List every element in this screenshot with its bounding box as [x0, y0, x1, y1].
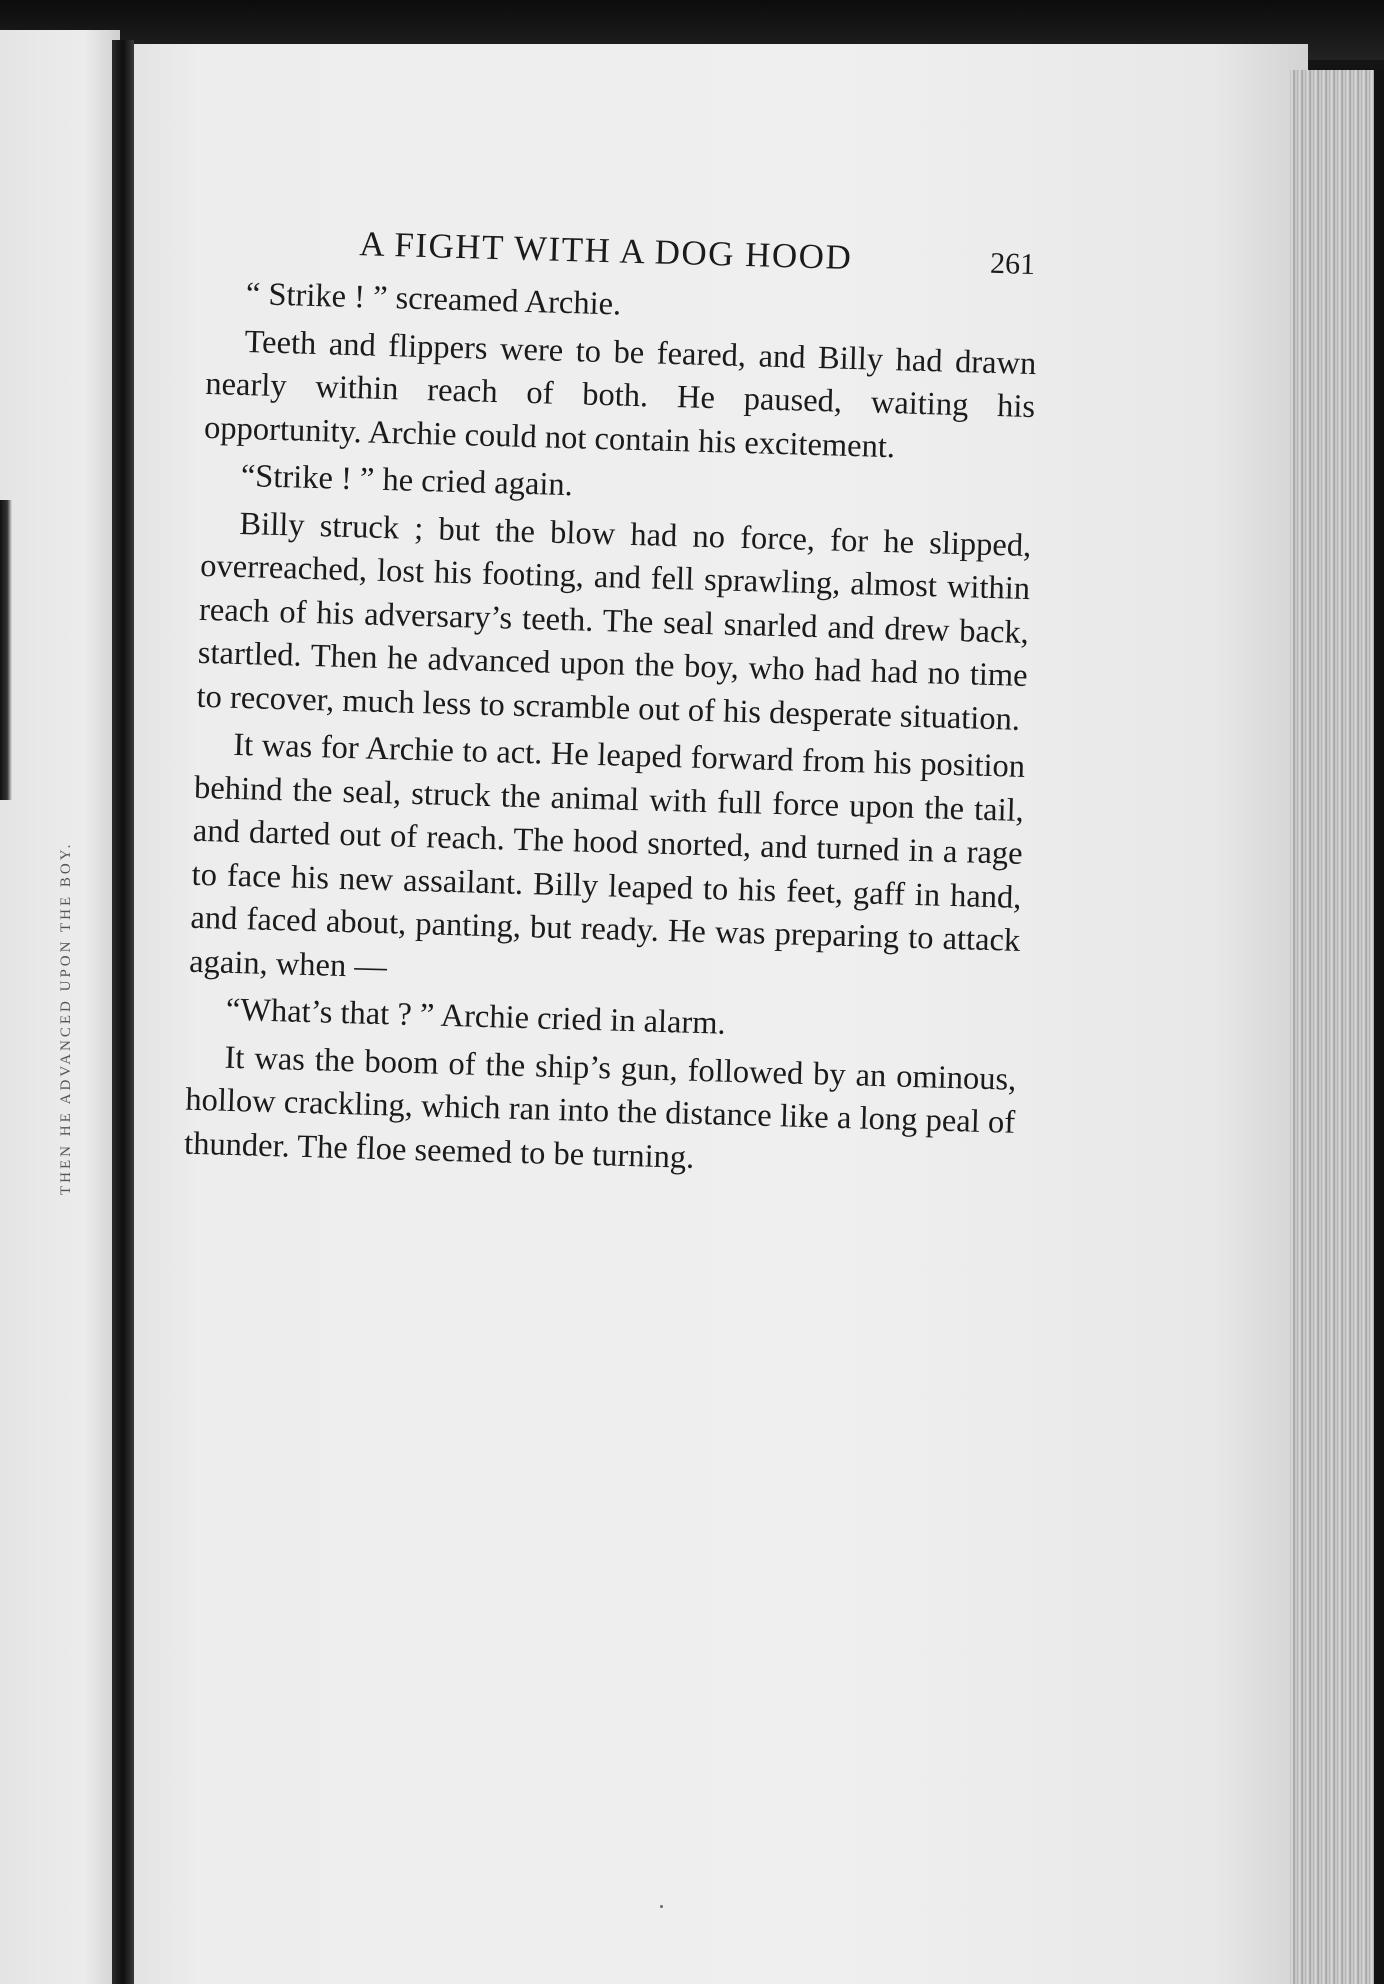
paragraph: “Strike ! ” he cried again. — [240, 457, 574, 504]
page-edges — [1290, 70, 1384, 1984]
page-number: 261 — [989, 246, 1036, 282]
gutter — [112, 40, 134, 1984]
paragraph: Teeth and flippers were to be feared, and Billy had drawn nearly within reach of both. He paused, waiting his opportunity. Archie could not contain his excitement. — [203, 323, 1037, 465]
page-text — [183, 220, 1039, 1193]
plate-caption: THEN HE ADVANCED UPON THE BOY. — [58, 841, 74, 1195]
paragraph: It was the boom of the ship’s gun, followed by an ominous, hollow crackling, which ran into the distance like a long peal of thunder. The floe seemed to be turning. — [183, 1039, 1017, 1176]
running-title: A FIGHT WITH A DOG HOOD — [358, 224, 853, 277]
paragraph: “What’s that ? ” Archie cried in alarm. — [225, 991, 727, 1042]
paragraph: Billy struck ; but the blow had no force, for he slipped, overreached, lost his footing, and fell sprawling, almost within reach of his adversary’s teeth. The seal snarled and drew back, startled. Then he advanced upon the boy, who had had no time to recover, much less to scramble out of his desperate situation. — [196, 505, 1032, 738]
paragraph: It was for Archie to act. He leaped forward from his position behind the seal, struck the animal with full force upon the tail, and darted out of reach. The hood snorted, and turned in a rage to face his new assailant. Billy leaped to his feet, gaff in hand, and faced about, panting, but ready. He was preparing to attack again, when — — [188, 726, 1026, 985]
paragraph: “ Strike ! ” screamed Archie. — [245, 276, 622, 323]
plate-edge — [0, 500, 12, 800]
speck — [660, 1905, 663, 1908]
